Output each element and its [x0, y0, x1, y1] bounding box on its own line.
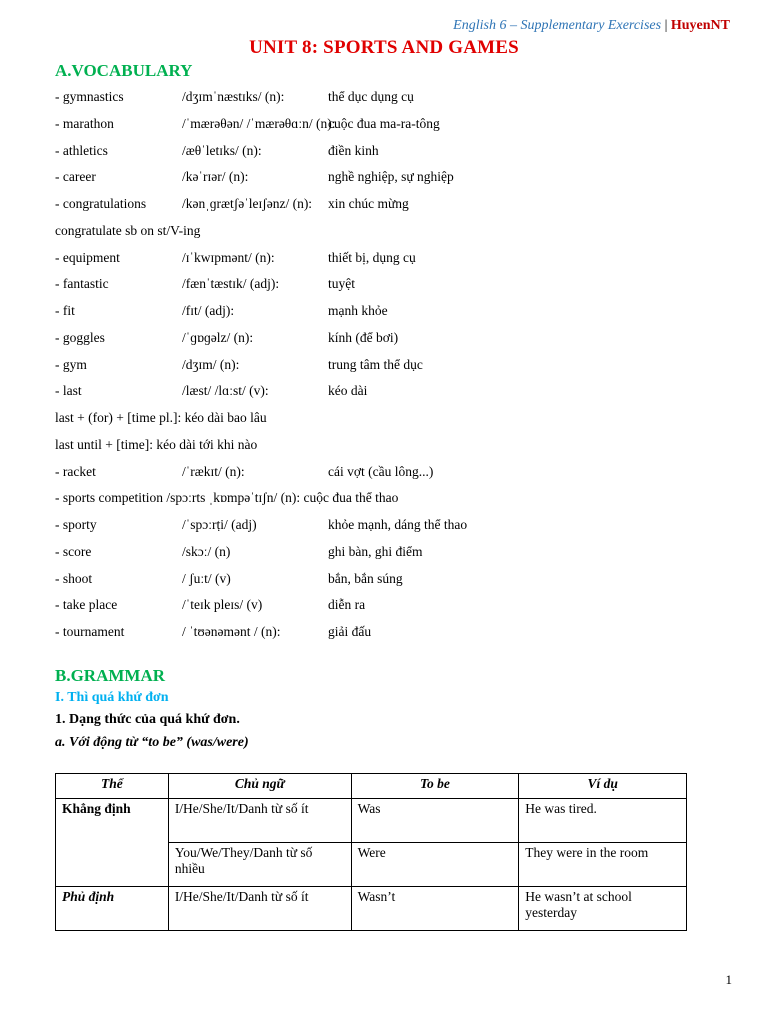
vocab-meaning: nghề nghiệp, sự nghiệp: [328, 169, 454, 184]
vocab-entry: [55, 89, 715, 109]
tobe-cell: Was: [351, 799, 519, 843]
tobe-cell: Wasn’t: [351, 887, 519, 931]
vocab-meaning: khỏe mạnh, dáng thể thao: [328, 517, 468, 532]
vocab-meaning: cuộc đua ma-ra-tông: [328, 116, 440, 131]
grammar-heading: B.GRAMMAR: [55, 666, 166, 685]
vocab-meaning: ghi bàn, ghi điểm: [328, 544, 423, 559]
subject-cell: I/He/She/It/Danh từ số ít: [168, 887, 351, 931]
vocab-entry: [55, 490, 715, 510]
vocab-phonetic: /dʒɪmˈnæstɪks/ (n):: [182, 89, 285, 104]
vocab-phonetic: /læst/ /lɑːst/ (v):: [182, 383, 269, 398]
vocab-word: - tournament: [55, 624, 125, 639]
tobe-cell: Were: [351, 843, 519, 887]
vocab-entry: [55, 464, 715, 484]
vocab-word: - take place: [55, 597, 118, 612]
grammar-section-title: I. Thì quá khứ đơn: [55, 690, 169, 705]
vocab-meaning: tuyệt: [328, 276, 355, 291]
vocab-meaning: giải đấu: [328, 624, 372, 639]
vocab-entry: [55, 624, 715, 644]
vocab-word: - fit: [55, 303, 75, 318]
vocab-entry: [55, 571, 715, 591]
unit-title: UNIT 8: SPORTS AND GAMES: [249, 37, 519, 58]
subject-cell: I/He/She/It/Danh từ số ít: [168, 799, 351, 843]
vocab-word: - goggles: [55, 330, 105, 345]
vocab-phonetic: /ɪˈkwɪpmənt/ (n):: [182, 250, 275, 265]
grammar-part-title: a. Với động từ “to be” (was/were): [55, 735, 249, 750]
vocab-word: - sporty: [55, 517, 97, 532]
example-cell: He wasn’t at school yesterday: [519, 887, 687, 931]
vocab-meaning: mạnh khỏe: [328, 303, 388, 318]
form-cell: Phủ định: [56, 887, 169, 931]
grammar-table: [55, 773, 687, 931]
vocab-phonetic: /fænˈtæstɪk/ (adj):: [182, 276, 280, 291]
page-number: 1: [725, 972, 732, 987]
column-header: Ví dụ: [519, 774, 687, 799]
vocab-entry-text: - sports competition /spɔːrts ˌkɒmpəˈtɪʃn/ (n): cuộc đua thể thao: [55, 490, 399, 505]
vocabulary-heading: A.VOCABULARY: [55, 61, 193, 80]
vocab-phonetic: /skɔː/ (n): [182, 544, 231, 559]
vocab-entry: [55, 303, 715, 323]
subject-cell: You/We/They/Danh từ số nhiều: [168, 843, 351, 887]
vocab-phonetic: / ˈtʊənəmənt / (n):: [182, 624, 281, 639]
table-row: [56, 799, 687, 843]
vocab-entry: [55, 544, 715, 564]
vocab-entry: [55, 357, 715, 377]
vocab-word: - gym: [55, 357, 87, 372]
vocab-entry: [55, 383, 715, 403]
vocab-word: - last: [55, 383, 82, 398]
vocab-entry: [55, 597, 715, 617]
vocab-meaning: bắn, bắn súng: [328, 571, 403, 586]
vocab-meaning: kính (để bơi): [328, 330, 399, 345]
form-cell: Khẳng định: [56, 799, 169, 887]
vocab-phonetic: /ˈrækɪt/ (n):: [182, 464, 245, 479]
example-cell: They were in the room: [519, 843, 687, 887]
course-title: English 6 – Supplementary Exercises: [453, 18, 662, 33]
column-header: Chủ ngữ: [168, 774, 351, 799]
vocab-phonetic: /kənˌɡrætʃəˈleɪʃənz/ (n):: [182, 196, 313, 211]
grammar-subsection-title: 1. Dạng thức của quá khứ đơn.: [55, 712, 240, 727]
vocab-note: last until + [time]: kéo dài tới khi nào: [55, 437, 258, 452]
header-separator: |: [664, 18, 668, 33]
vocab-phonetic: /fɪt/ (adj):: [182, 303, 235, 318]
vocab-meaning: diễn ra: [328, 597, 366, 612]
vocab-word: - athletics: [55, 143, 108, 158]
example-cell: He was tired.: [519, 799, 687, 843]
vocab-word: - shoot: [55, 571, 93, 586]
page-header: [453, 18, 730, 34]
vocab-phonetic: /ˈmærəθən/ /ˈmærəθɑːn/ (n):: [182, 116, 336, 131]
vocab-meaning: kéo dài: [328, 383, 368, 398]
vocab-word: - equipment: [55, 250, 120, 265]
vocab-phonetic: / ʃuːt/ (v): [182, 571, 231, 586]
vocab-meaning: thể dục dụng cụ: [328, 89, 414, 104]
vocab-entry: [55, 276, 715, 296]
vocab-entry: [55, 116, 715, 136]
column-header: To be: [351, 774, 519, 799]
vocab-phonetic: /ˈɡɒɡəlz/ (n):: [182, 330, 254, 345]
vocab-note: congratulate sb on st/V-ing: [55, 223, 201, 238]
vocab-phonetic: /dʒɪm/ (n):: [182, 357, 240, 372]
vocab-word: - congratulations: [55, 196, 147, 211]
vocab-meaning: xin chúc mừng: [328, 196, 409, 211]
column-header: Thể: [56, 774, 169, 799]
vocab-word: - marathon: [55, 116, 114, 131]
vocab-entry: [55, 143, 715, 163]
vocab-phonetic: /ˈspɔːrṭi/ (adj): [182, 517, 257, 532]
vocab-entry: [55, 517, 715, 537]
table-header-row: [56, 774, 687, 799]
vocab-entry: [55, 250, 715, 270]
vocab-entry: [55, 169, 715, 189]
table-row: [56, 887, 687, 931]
vocab-phonetic: /ˈteɪk pleɪs/ (v): [182, 597, 263, 612]
vocab-meaning: điền kinh: [328, 143, 379, 158]
vocab-word: - gymnastics: [55, 89, 124, 104]
vocab-entry: [55, 330, 715, 350]
vocab-note: last + (for) + [time pl.]: kéo dài bao lâu: [55, 410, 267, 425]
vocab-word: - score: [55, 544, 92, 559]
vocab-phonetic: /æθˈletɪks/ (n):: [182, 143, 262, 158]
vocab-meaning: trung tâm thể dục: [328, 357, 423, 372]
vocab-meaning: thiết bị, dụng cụ: [328, 250, 416, 265]
vocab-word: - racket: [55, 464, 96, 479]
vocab-meaning: cái vợt (cầu lông...): [328, 464, 434, 479]
vocab-word: - fantastic: [55, 276, 109, 291]
vocab-word: - career: [55, 169, 96, 184]
vocab-phonetic: /kəˈrɪər/ (n):: [182, 169, 249, 184]
vocab-entry: [55, 196, 715, 216]
author-name: HuyenNT: [670, 18, 730, 33]
